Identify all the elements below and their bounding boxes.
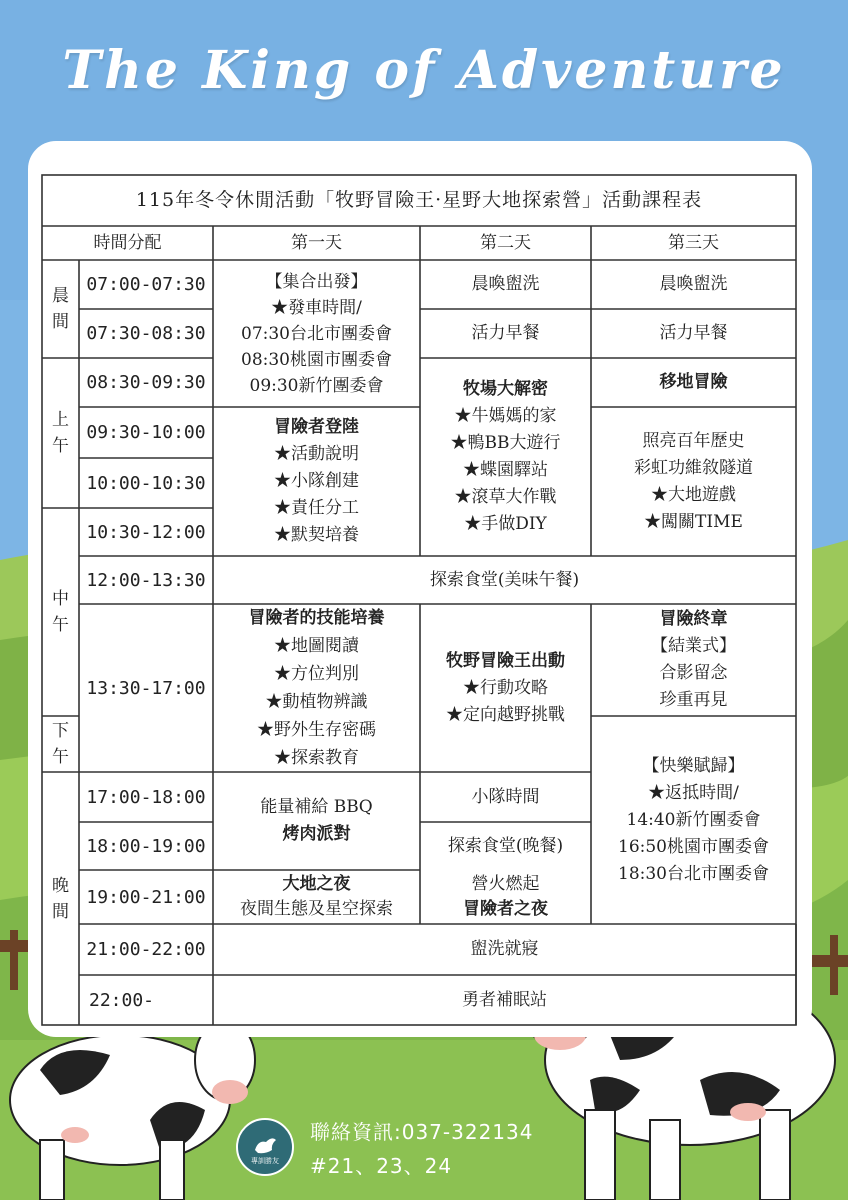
period-forenoon: 上 午 [52,410,69,456]
bedtime-row: 盥洗就寢 [470,939,539,959]
day3-move: 移地冒險 [659,372,728,392]
time-slot: 12:00-13:30 [86,569,206,591]
day2-dinner: 探索食堂(晚餐) [447,835,564,856]
sleep-row: 勇者補眠站 [462,989,547,1010]
header-day1: 第一天 [291,232,342,253]
day1-landing: 冒險者登陸 ★活動說明 ★小隊創建 ★責任分工 ★默契培養 [274,417,359,545]
time-slot: 07:00-07:30 [86,274,206,295]
period-afternoon: 下 午 [52,721,69,767]
organization-logo [236,1118,294,1176]
header-day2: 第二天 [480,232,531,253]
time-slot: 13:30-17:00 [86,677,206,699]
time-slot: 09:30-10:00 [86,422,206,443]
time-slot: 21:00-22:00 [86,939,206,960]
day2-team-time: 小隊時間 [471,786,540,807]
header-day3: 第三天 [668,232,719,253]
day3-return: 【快樂賦歸】 ★返抵時間/ 14:40新竹團委會 16:50桃園市團委會 18:30台北市團委會 [618,755,769,884]
logo-text: 專訓勝友 [251,1157,279,1165]
day3-wash: 晨喚盥洗 [659,274,728,294]
contact-info [310,1115,533,1183]
day1-night: 大地之夜 夜間生態及星空探索 [240,874,393,919]
time-slot: 17:00-18:00 [86,786,206,808]
period-evening: 晚 間 [52,875,69,922]
lunch-row: 探索食堂(美味午餐) [429,569,580,590]
day2-wash: 晨喚盥洗 [471,274,540,294]
time-slot: 07:30-08:30 [86,323,206,344]
day2-action: 牧野冒險王出動 ★行動攻略 ★定向越野挑戰 [446,650,565,725]
time-slot: 10:30-12:00 [86,521,206,543]
time-slot: 08:30-09:30 [86,372,206,393]
period-morning: 晨 間 [52,286,69,332]
day3-tour: 照亮百年歷史 彩虹功維敘隧道 ★大地遊戲 ★闖關TIME [634,430,753,532]
contact-phone: 聯絡資訊:037-322134 [310,1120,534,1144]
day2-ranch: 牧場大解密 ★牛媽媽的家 ★鴨BB大遊行 ★蝶園驛站 ★滾草大作戰 ★手做DIY [450,379,561,534]
time-slot: 22:00- [89,989,155,1011]
banner-title: The King of Adventure [62,40,786,101]
day2-breakfast: 活力早餐 [471,323,540,343]
contact-extensions: #21、23、24 [310,1154,453,1178]
day1-bbq: 能量補給 BBQ 烤肉派對 [260,797,373,844]
day1-assembly: 【集合出發】 ★發車時間/ 07:30台北市團委會 08:30桃園市團委會 09:30新竹團委會 [241,271,392,396]
day3-finale: 冒險終章 【結業式】 合影留念 珍重再見 [651,609,736,710]
time-slot: 10:00-10:30 [86,472,206,494]
time-slot: 19:00-21:00 [86,886,206,908]
table-title: 115年冬令休閒活動「牧野冒險王·星野大地探索營」活動課程表 [135,189,703,211]
day1-skills: 冒險者的技能培養 ★地圖閱讀 ★方位判別 ★動植物辨識 ★野外生存密碼 ★探索教育 [248,608,385,768]
time-slot: 18:00-19:00 [86,835,206,857]
header-time: 時間分配 [93,232,162,253]
period-noon: 中 午 [52,589,69,635]
day2-campfire: 營火燃起 冒險者之夜 [463,874,548,919]
day3-breakfast: 活力早餐 [659,323,728,343]
